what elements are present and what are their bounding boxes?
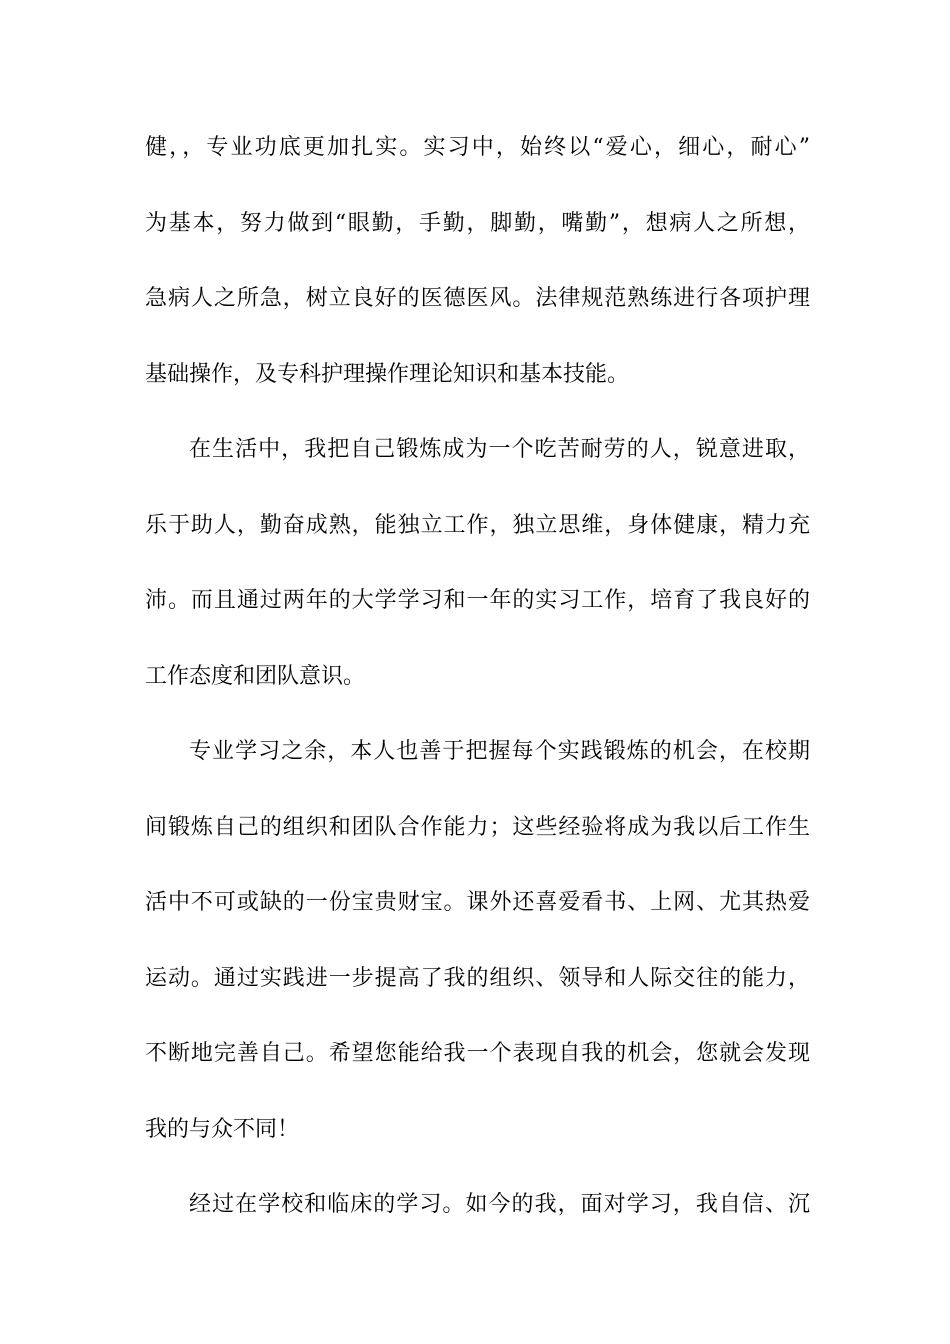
text-line: 健，，专业功底更加扎实。实习中，始终以“爱心，细心，耐心”	[145, 135, 810, 160]
text-line: 沛。而且通过两年的大学学习和一年的实习工作，培育了我良好的	[145, 588, 810, 613]
text-line: 经过在学校和临床的学习。如今的我，面对学习，我自信、沉	[189, 1192, 810, 1217]
text-line: 专业学习之余，本人也善于把握每个实践锻炼的机会，在校期	[189, 739, 810, 764]
text-line: 基础操作，及专科护理操作理论知识和基本技能。	[145, 361, 630, 387]
text-line: 我的与众不同！	[145, 1116, 300, 1142]
text-line: 活中不可或缺的一份宝贵财宝。课外还喜爱看书、上网、尤其热爱	[145, 890, 810, 915]
text-line: 急病人之所急，树立良好的医德医风。法律规范熟练进行各项护理	[145, 286, 810, 311]
body-text	[145, 126, 810, 1259]
text-line: 间锻炼自己的组织和团队合作能力；这些经验将成为我以后工作生	[145, 814, 810, 840]
text-line: 在生活中，我把自己锻炼成为一个吃苦耐劳的人，锐意进取，	[189, 437, 810, 462]
text-line: 乐于助人，勤奋成熟，能独立工作，独立思维，身体健康，精力充	[145, 512, 810, 538]
text-line: 为基本，努力做到“眼勤，手勤，脚勤，嘴勤”，想病人之所想，	[145, 210, 810, 236]
text-line: 运动。通过实践进一步提高了我的组织、领导和人际交往的能力，	[145, 965, 810, 991]
text-line: 不断地完善自己。希望您能给我一个表现自我的机会，您就会发现	[145, 1041, 810, 1066]
text-line: 工作态度和团队意识。	[145, 663, 366, 689]
